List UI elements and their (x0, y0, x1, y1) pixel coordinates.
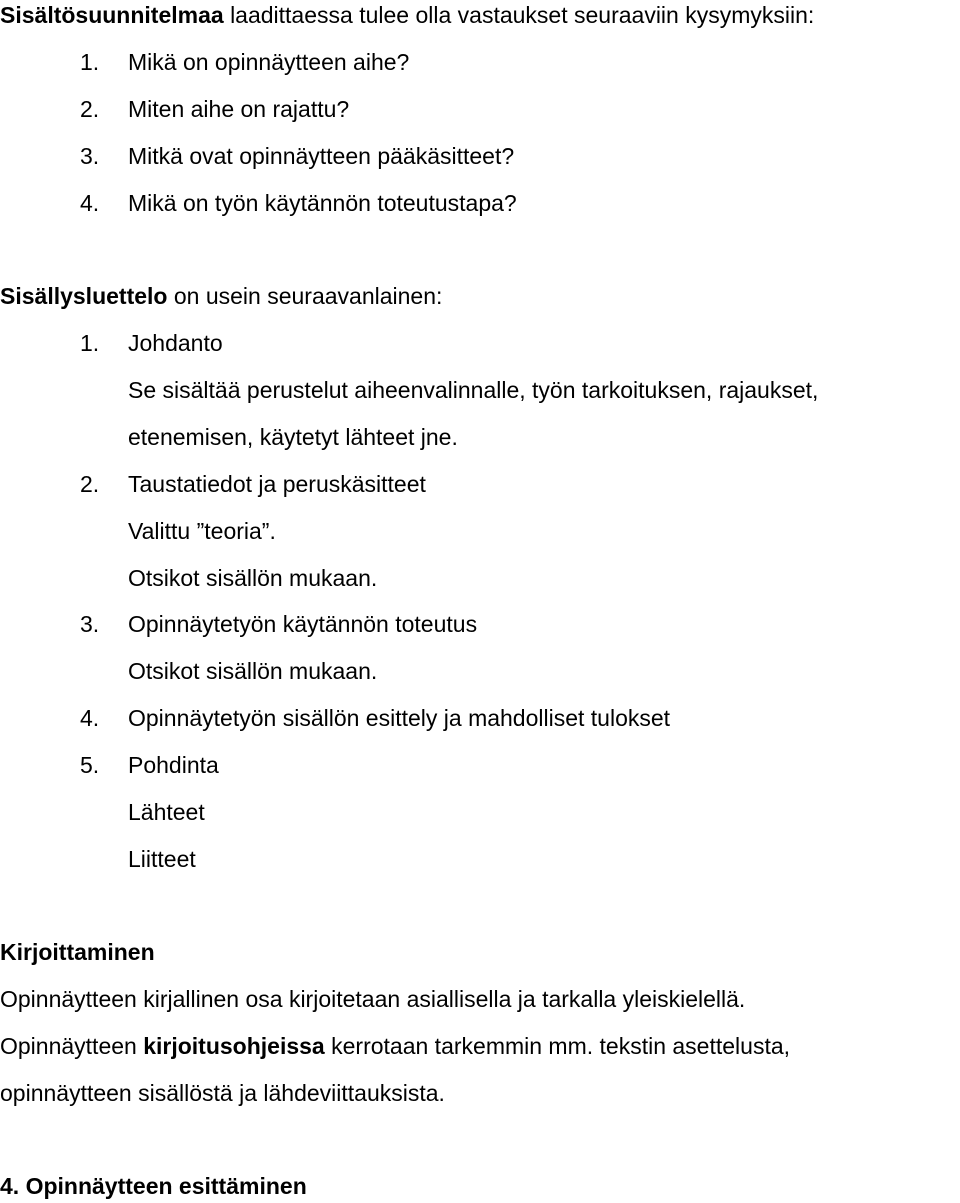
toc-item-number: 4. (80, 705, 100, 731)
toc-item-number: 5. (80, 752, 100, 778)
writing-paragraph (0, 1035, 790, 1058)
toc-extra-sources: Lähteet (128, 799, 205, 825)
question-item (80, 51, 409, 74)
question-item (80, 145, 514, 168)
toc-extra-appendices: Liitteet (128, 846, 196, 872)
toc-item-title: Opinnäytetyön sisällön esittely ja mahdolliset tulokset (128, 705, 671, 731)
question-text: Mikä on opinnäytteen aihe? (128, 49, 410, 75)
content-plan-heading: Sisältösuunnitelmaa (0, 2, 224, 28)
content-plan-intro-text: laadittaessa tulee olla vastaukset seuraaviin kysymyksiin: (230, 2, 815, 28)
question-number: 3. (80, 143, 100, 169)
writing-emphasis: kirjoitusohjeissa (143, 1033, 325, 1059)
toc-item-title: Taustatiedot ja peruskäsitteet (128, 471, 426, 497)
writing-paragraph-continued: opinnäytteen sisällöstä ja lähdeviittauksista. (0, 1080, 445, 1106)
toc-item (80, 754, 219, 777)
toc-item-title: Johdanto (128, 330, 223, 356)
toc-item (80, 707, 670, 730)
toc-item-number: 3. (80, 611, 100, 637)
toc-intro (0, 285, 442, 308)
writing-paragraph: Opinnäytteen kirjallinen osa kirjoitetaan asiallisella ja tarkalla yleiskielellä. (0, 986, 746, 1012)
toc-item-title: Opinnäytetyön käytännön toteutus (128, 611, 478, 637)
toc-intro-text: on usein seuraavanlainen: (173, 283, 443, 309)
toc-item (80, 473, 426, 496)
toc-item-description: Se sisältää perustelut aiheenvalinnalle, työn tarkoituksen, rajaukset, (128, 377, 819, 403)
toc-item-description: Valittu ”teoria”. (128, 518, 276, 544)
toc-item-description: Otsikot sisällön mukaan. (128, 565, 378, 591)
toc-item-description: Otsikot sisällön mukaan. (128, 658, 378, 684)
toc-item (80, 332, 223, 355)
question-number: 4. (80, 190, 100, 216)
question-text: Mikä on työn käytännön toteutustapa? (128, 190, 517, 216)
writing-text: kerrotaan tarkemmin mm. tekstin asettelusta, (331, 1033, 791, 1059)
question-number: 2. (80, 96, 100, 122)
question-text: Miten aihe on rajattu? (128, 96, 350, 122)
toc-item-number: 2. (80, 471, 100, 497)
question-number: 1. (80, 49, 100, 75)
question-item (80, 192, 517, 215)
section-heading: 4. Opinnäytteen esittäminen (0, 1173, 307, 1199)
toc-heading: Sisällysluettelo (0, 283, 168, 309)
writing-text: Opinnäytteen (0, 1033, 137, 1059)
content-plan-intro (0, 4, 814, 27)
toc-item (80, 613, 477, 636)
question-item (80, 98, 349, 121)
toc-item-title: Pohdinta (128, 752, 219, 778)
writing-heading: Kirjoittaminen (0, 939, 155, 965)
toc-item-description: etenemisen, käytetyt lähteet jne. (128, 424, 458, 450)
question-text: Mitkä ovat opinnäytteen pääkäsitteet? (128, 143, 515, 169)
toc-item-number: 1. (80, 330, 100, 356)
